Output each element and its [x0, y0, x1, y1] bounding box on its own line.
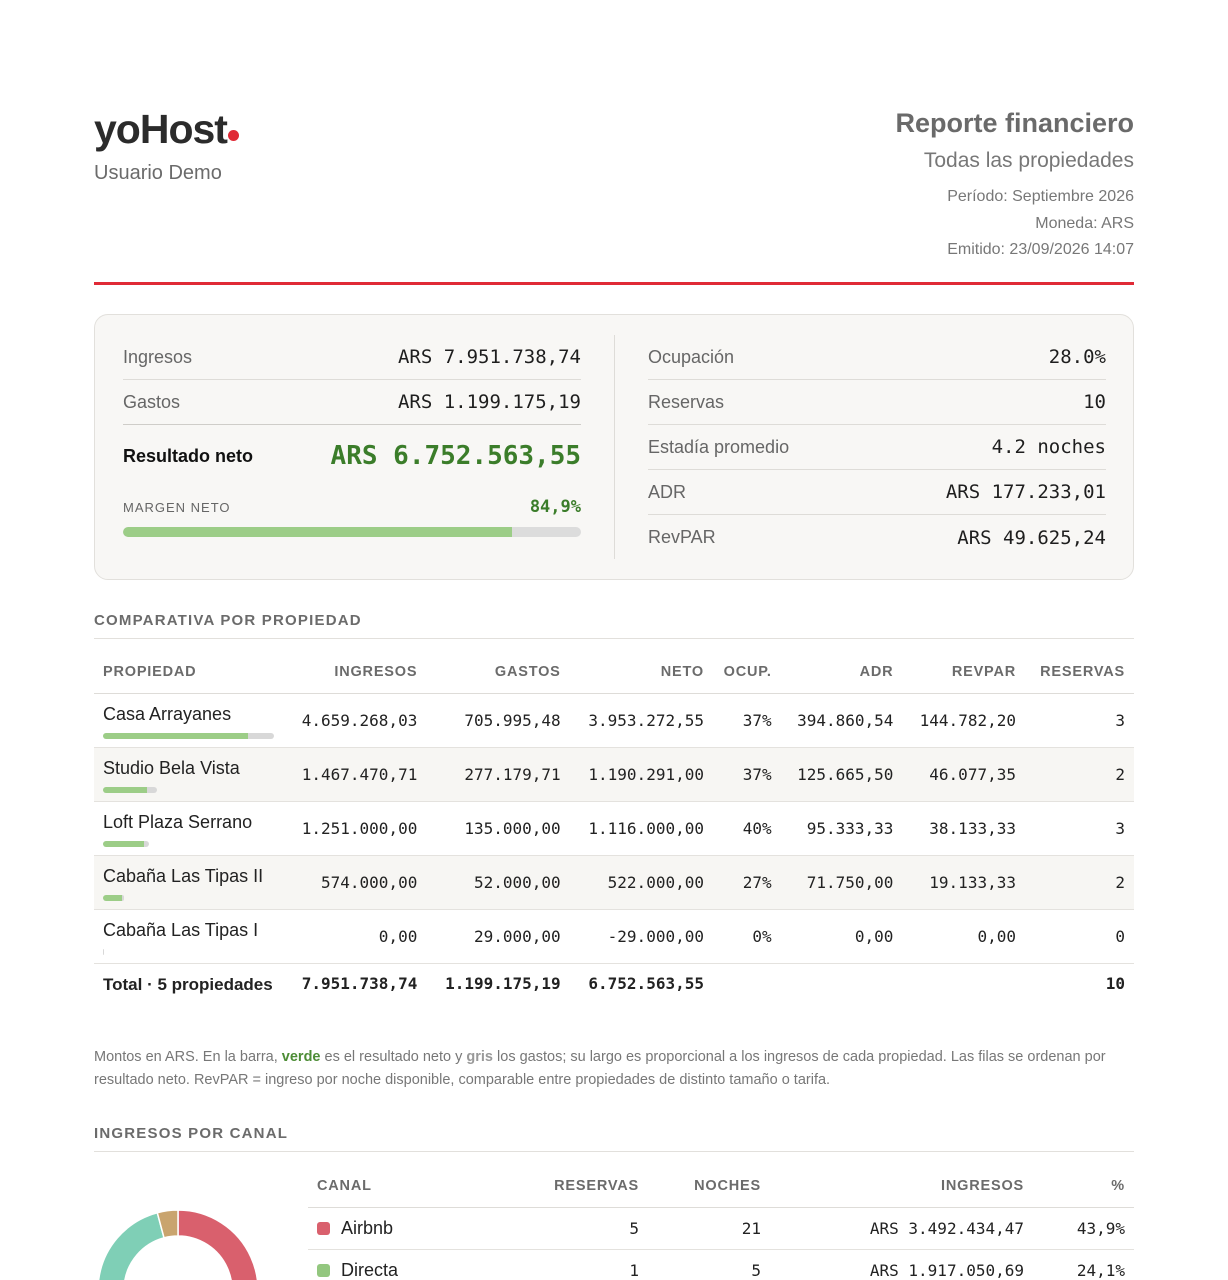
col-revpar: REVPAR: [902, 652, 1025, 693]
total-label: Total · 5 propiedades: [103, 974, 273, 994]
channel-row: [308, 1207, 1134, 1249]
expenses-label: Gastos: [123, 391, 181, 412]
col-expenses: GASTOS: [426, 652, 569, 693]
property-row: [94, 801, 1134, 855]
channel-swatch-icon: [317, 1264, 330, 1277]
property-bookings-text: 2: [1115, 872, 1125, 892]
property-income-text: 1.251.000,00: [301, 818, 418, 838]
note-text-2: es el resultado neto y: [320, 1049, 467, 1065]
header-divider: [94, 282, 1134, 285]
property-note: [94, 1046, 1134, 1092]
property-revpar-text: 144.782,20: [919, 710, 1016, 730]
summary-card: [94, 314, 1134, 580]
property-name-text: Cabaña Las Tipas I: [103, 919, 259, 940]
occupancy-value: 28.0%: [1048, 346, 1106, 368]
property-income-bar: [103, 733, 274, 739]
report-meta: [895, 184, 1134, 264]
adr-row: [648, 470, 1106, 515]
revpar-value: ARS 49.625,24: [957, 526, 1106, 549]
property-expenses-text: 135.000,00: [464, 818, 561, 838]
brand-logo: [94, 106, 239, 153]
net-margin-bar: [123, 527, 581, 537]
report-issued: Emitido: 23/09/2026 14:07: [947, 241, 1134, 258]
channel-nights: 5: [648, 1249, 770, 1280]
property-occupancy-text: 37%: [742, 710, 772, 730]
property-expenses-text: 52.000,00: [473, 872, 561, 892]
property-adr: [781, 909, 903, 963]
net-bar-segment: [103, 895, 122, 901]
brand-name: yoHost: [94, 106, 227, 152]
bookings-value: 10: [1083, 391, 1106, 413]
property-bookings-text: 3: [1115, 710, 1125, 730]
report-title: Reporte financiero: [895, 108, 1134, 138]
net-margin-bar-fill: [123, 527, 512, 537]
property-name: [94, 801, 283, 855]
occupancy-row: [648, 335, 1106, 380]
col-channel-nights: NOCHES: [648, 1166, 770, 1207]
property-occupancy: [713, 909, 781, 963]
property-name-text: Casa Arrayanes: [103, 703, 232, 724]
property-income: [283, 909, 426, 963]
property-revpar: [902, 693, 1025, 747]
expenses-bar-segment: [248, 733, 274, 739]
property-row: [94, 855, 1134, 909]
property-income-bar: [103, 841, 149, 847]
net-result-row: [123, 425, 581, 487]
financial-summary: [123, 335, 581, 537]
channel-table: [308, 1166, 1134, 1280]
property-bookings: [1025, 801, 1134, 855]
property-net: [570, 909, 713, 963]
total-revpar: [902, 963, 1025, 1023]
income-label: Ingresos: [123, 346, 193, 367]
property-expenses-text: 277.179,71: [464, 764, 561, 784]
property-bookings-text: 2: [1115, 764, 1125, 784]
property-revpar: [902, 909, 1025, 963]
property-name: [94, 855, 283, 909]
channel-pct: 24,1%: [1033, 1249, 1134, 1280]
property-net: [570, 855, 713, 909]
property-row: [94, 909, 1134, 963]
property-table-header: [94, 652, 1134, 693]
property-adr: [781, 747, 903, 801]
property-bookings: [1025, 909, 1134, 963]
property-revpar-text: 19.133,33: [929, 872, 1016, 892]
summary-divider: [614, 335, 615, 559]
income-value: ARS 7.951.738,74: [397, 346, 581, 368]
expenses-bar-segment: [147, 787, 157, 793]
property-row: [94, 693, 1134, 747]
total-income: 7.951.738,74: [301, 973, 418, 993]
expenses-bar-segment: [122, 895, 124, 901]
property-income: [283, 693, 426, 747]
channel-name-text: Directa: [341, 1259, 399, 1280]
note-text-3: los gastos; su largo es proporcional a los ingresos de cada propiedad. Las filas se ordenan por resultado neto. RevPAR = ingreso por noche disponible, comparable entre propiedades de distinto tamaño o tarifa.: [94, 1049, 1106, 1088]
bookings-row: [648, 380, 1106, 425]
total-bookings: 10: [1105, 973, 1125, 993]
total-adr: [781, 963, 903, 1023]
property-adr-text: 0,00: [854, 926, 894, 946]
report-period: Período: Septiembre 2026: [947, 188, 1134, 205]
note-text-1: Montos en ARS. En la barra,: [94, 1049, 282, 1065]
total-occupancy: [713, 963, 781, 1023]
property-name-text: Cabaña Las Tipas II: [103, 865, 264, 886]
adr-value: ARS 177.233,01: [945, 481, 1106, 503]
adr-label: ADR: [648, 481, 687, 502]
property-occupancy: [713, 693, 781, 747]
property-revpar: [902, 747, 1025, 801]
property-table: [94, 652, 1134, 1023]
col-property: PROPIEDAD: [94, 652, 283, 693]
property-occupancy-text: 40%: [742, 818, 772, 838]
col-channel-income: INGRESOS: [770, 1166, 1033, 1207]
channel-swatch-icon: [317, 1222, 330, 1235]
property-row: [94, 747, 1134, 801]
property-occupancy: [713, 747, 781, 801]
property-expenses: [426, 855, 569, 909]
property-net: [570, 801, 713, 855]
total-net: 6.752.563,55: [588, 973, 704, 993]
col-channel: CANAL: [308, 1166, 533, 1207]
property-occupancy-text: 0%: [752, 926, 772, 946]
revpar-row: [648, 515, 1106, 560]
expenses-bar-segment: [144, 841, 149, 847]
report-header: [895, 108, 1134, 264]
property-total-row: [94, 963, 1134, 1023]
property-expenses: [426, 747, 569, 801]
property-revpar: [902, 855, 1025, 909]
property-bookings: [1025, 747, 1134, 801]
channel-name-text: Airbnb: [341, 1217, 394, 1238]
property-revpar: [902, 801, 1025, 855]
col-channel-bookings: RESERVAS: [533, 1166, 648, 1207]
report-currency: Moneda: ARS: [1035, 214, 1134, 232]
note-green-word: verde: [281, 1049, 321, 1065]
net-bar-segment: [103, 733, 248, 739]
col-bookings: RESERVAS: [1025, 652, 1134, 693]
donut-slice: [98, 1213, 164, 1280]
note-grey-word: gris: [466, 1049, 493, 1065]
avg-stay-label: Estadía promedio: [648, 436, 790, 457]
property-income: [283, 801, 426, 855]
property-revpar-text: 46.077,35: [929, 764, 1016, 784]
property-income: [283, 747, 426, 801]
property-name: [94, 693, 283, 747]
property-net: [570, 693, 713, 747]
col-occupancy: OCUP.: [713, 652, 781, 693]
channel-section-title: INGRESOS POR CANAL: [94, 1125, 1134, 1152]
property-income-text: 1.467.470,71: [301, 764, 418, 784]
net-margin-value: 84,9%: [529, 497, 581, 517]
property-section-title: COMPARATIVA POR PROPIEDAD: [94, 612, 1134, 639]
property-occupancy-text: 37%: [742, 764, 772, 784]
property-adr: [781, 693, 903, 747]
net-margin-label: MARGEN NETO: [123, 499, 231, 515]
channel-bookings: 5: [533, 1207, 648, 1249]
property-income-bar: [103, 787, 157, 793]
property-adr-text: 71.750,00: [806, 872, 894, 892]
channel-name: [308, 1207, 533, 1249]
net-result-value: ARS 6.752.563,55: [330, 441, 581, 471]
report-subtitle: Todas las propiedades: [923, 149, 1134, 172]
property-adr-text: 95.333,33: [806, 818, 894, 838]
property-income-bar: [103, 949, 104, 955]
property-revpar-text: 0,00: [977, 926, 1016, 946]
bookings-label: Reservas: [648, 391, 725, 412]
channel-name: [308, 1249, 533, 1280]
property-net: [570, 747, 713, 801]
channel-row: [308, 1249, 1134, 1280]
property-occupancy-text: 27%: [742, 872, 772, 892]
property-revpar-text: 38.133,33: [929, 818, 1016, 838]
property-net-text: 1.190.291,00: [588, 764, 704, 784]
avg-stay-row: [648, 425, 1106, 470]
channel-donut-chart: [92, 1204, 264, 1280]
property-adr-text: 394.860,54: [797, 710, 894, 730]
property-expenses: [426, 801, 569, 855]
revpar-label: RevPAR: [648, 527, 716, 547]
expenses-value: ARS 1.199.175,19: [397, 391, 581, 413]
property-income-bar: [103, 895, 124, 901]
property-income-text: 0,00: [378, 926, 418, 946]
property-occupancy: [713, 801, 781, 855]
property-adr-text: 125.665,50: [797, 764, 894, 784]
property-occupancy: [713, 855, 781, 909]
property-name-text: Loft Plaza Serrano: [103, 811, 253, 832]
property-adr: [781, 855, 903, 909]
property-income-text: 574.000,00: [321, 872, 418, 892]
property-bookings: [1025, 693, 1134, 747]
donut-slice: [178, 1210, 258, 1280]
total-expenses: 1.199.175,19: [445, 973, 561, 993]
occupancy-label: Ocupación: [648, 346, 735, 367]
col-channel-pct: %: [1033, 1166, 1134, 1207]
net-result-label: Resultado neto: [123, 445, 254, 466]
property-name: [94, 909, 283, 963]
user-name: Usuario Demo: [94, 162, 222, 184]
property-net-text: 522.000,00: [607, 872, 704, 892]
brand-dot-icon: [228, 130, 239, 141]
property-expenses-text: 29.000,00: [473, 926, 561, 946]
property-name: [94, 747, 283, 801]
col-net: NETO: [570, 652, 713, 693]
property-expenses: [426, 693, 569, 747]
property-bookings-text: 0: [1115, 926, 1125, 946]
net-bar-segment: [103, 841, 144, 847]
property-expenses: [426, 909, 569, 963]
property-name-text: Studio Bela Vista: [103, 757, 240, 778]
col-income: INGRESOS: [283, 652, 426, 693]
property-bookings-text: 3: [1115, 818, 1125, 838]
property-bookings: [1025, 855, 1134, 909]
property-income-text: 4.659.268,03: [301, 710, 418, 730]
property-net-text: 1.116.000,00: [588, 818, 704, 838]
net-bar-segment: [103, 787, 147, 793]
channel-nights: 21: [648, 1207, 770, 1249]
avg-stay-value: 4.2 noches: [991, 436, 1106, 458]
occupancy-summary: [648, 335, 1106, 560]
col-adr: ADR: [781, 652, 903, 693]
property-adr: [781, 801, 903, 855]
channel-bookings: 1: [533, 1249, 648, 1280]
property-net-text: 3.953.272,55: [588, 710, 704, 730]
channel-income: ARS 3.492.434,47: [770, 1207, 1033, 1249]
property-net-text: -29.000,00: [607, 926, 704, 946]
channel-table-header: [308, 1166, 1134, 1207]
net-margin-row: [123, 497, 581, 517]
income-row: [123, 335, 581, 380]
expenses-bar-segment: [103, 949, 104, 955]
property-expenses-text: 705.995,48: [464, 710, 561, 730]
property-income: [283, 855, 426, 909]
channel-pct: 43,9%: [1033, 1207, 1134, 1249]
channel-income: ARS 1.917.050,69: [770, 1249, 1033, 1280]
expenses-row: [123, 380, 581, 425]
